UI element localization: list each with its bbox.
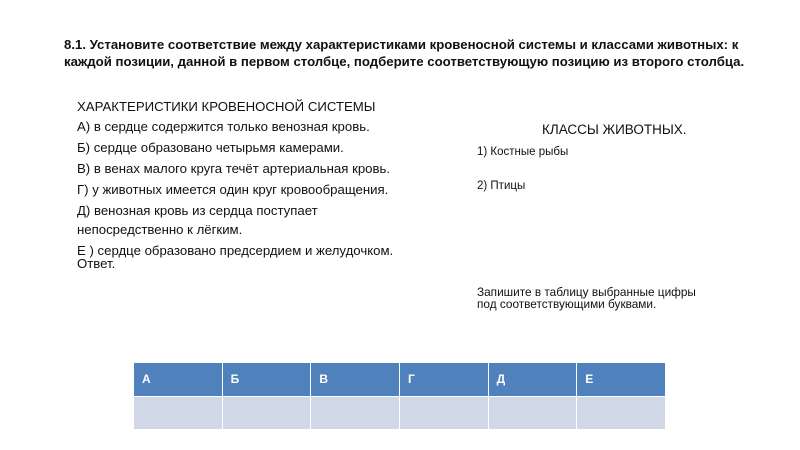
characteristic-d: Д) венозная кровь из сердца поступает: [77, 203, 318, 218]
task-title: [64, 36, 754, 70]
task-text: Установите соответствие между характеристиками кровеносной системы и классами животных: к каждой позиции, данной в первом столбце, подберите соответствующую позицию из второго столбца.: [64, 37, 745, 69]
task-number: 8.1.: [64, 37, 86, 52]
header-cell-e: Е: [577, 363, 666, 397]
characteristics-column: [77, 100, 407, 278]
answer-table-row: [134, 396, 666, 430]
characteristics-header: ХАРАКТЕРИСТИКИ КРОВЕНОСНОЙ СИСТЕМЫ: [77, 99, 376, 114]
answer-cell-b[interactable]: [222, 396, 311, 430]
answer-cell-a[interactable]: [134, 396, 223, 430]
answer-table: [133, 362, 666, 430]
answer-cell-d[interactable]: [488, 396, 577, 430]
header-cell-b: Б: [222, 363, 311, 397]
instruction-note: Запишите в таблицу выбранные цифры под соответствующими буквами.: [477, 285, 696, 311]
answer-cell-e[interactable]: [577, 396, 666, 430]
class-option-1: 1) Костные рыбы: [477, 146, 569, 158]
header-cell-g: Г: [399, 363, 488, 397]
characteristic-e: Е ) сердце образовано предсердием и желудочком. Ответ.: [77, 243, 394, 271]
class-option-2: 2) Птицы: [477, 180, 526, 192]
header-cell-v: В: [311, 363, 400, 397]
classes-header: КЛАССЫ ЖИВОТНЫХ.: [542, 122, 687, 137]
header-cell-a: А: [134, 363, 223, 397]
characteristic-g: Г) у животных имеется один круг кровообращения.: [77, 182, 389, 197]
characteristic-v: В) в венах малого круга течёт артериальная кровь.: [77, 161, 391, 176]
characteristic-b: Б) сердце образовано четырьмя камерами.: [77, 140, 344, 155]
characteristic-d-continued: непосредственно к лёгким.: [77, 222, 243, 237]
answer-cell-g[interactable]: [399, 396, 488, 430]
header-cell-d: Д: [488, 363, 577, 397]
answer-cell-v[interactable]: [311, 396, 400, 430]
answer-table-header-row: [134, 363, 666, 397]
characteristic-a: А) в сердце содержится только венозная кровь.: [77, 119, 370, 134]
